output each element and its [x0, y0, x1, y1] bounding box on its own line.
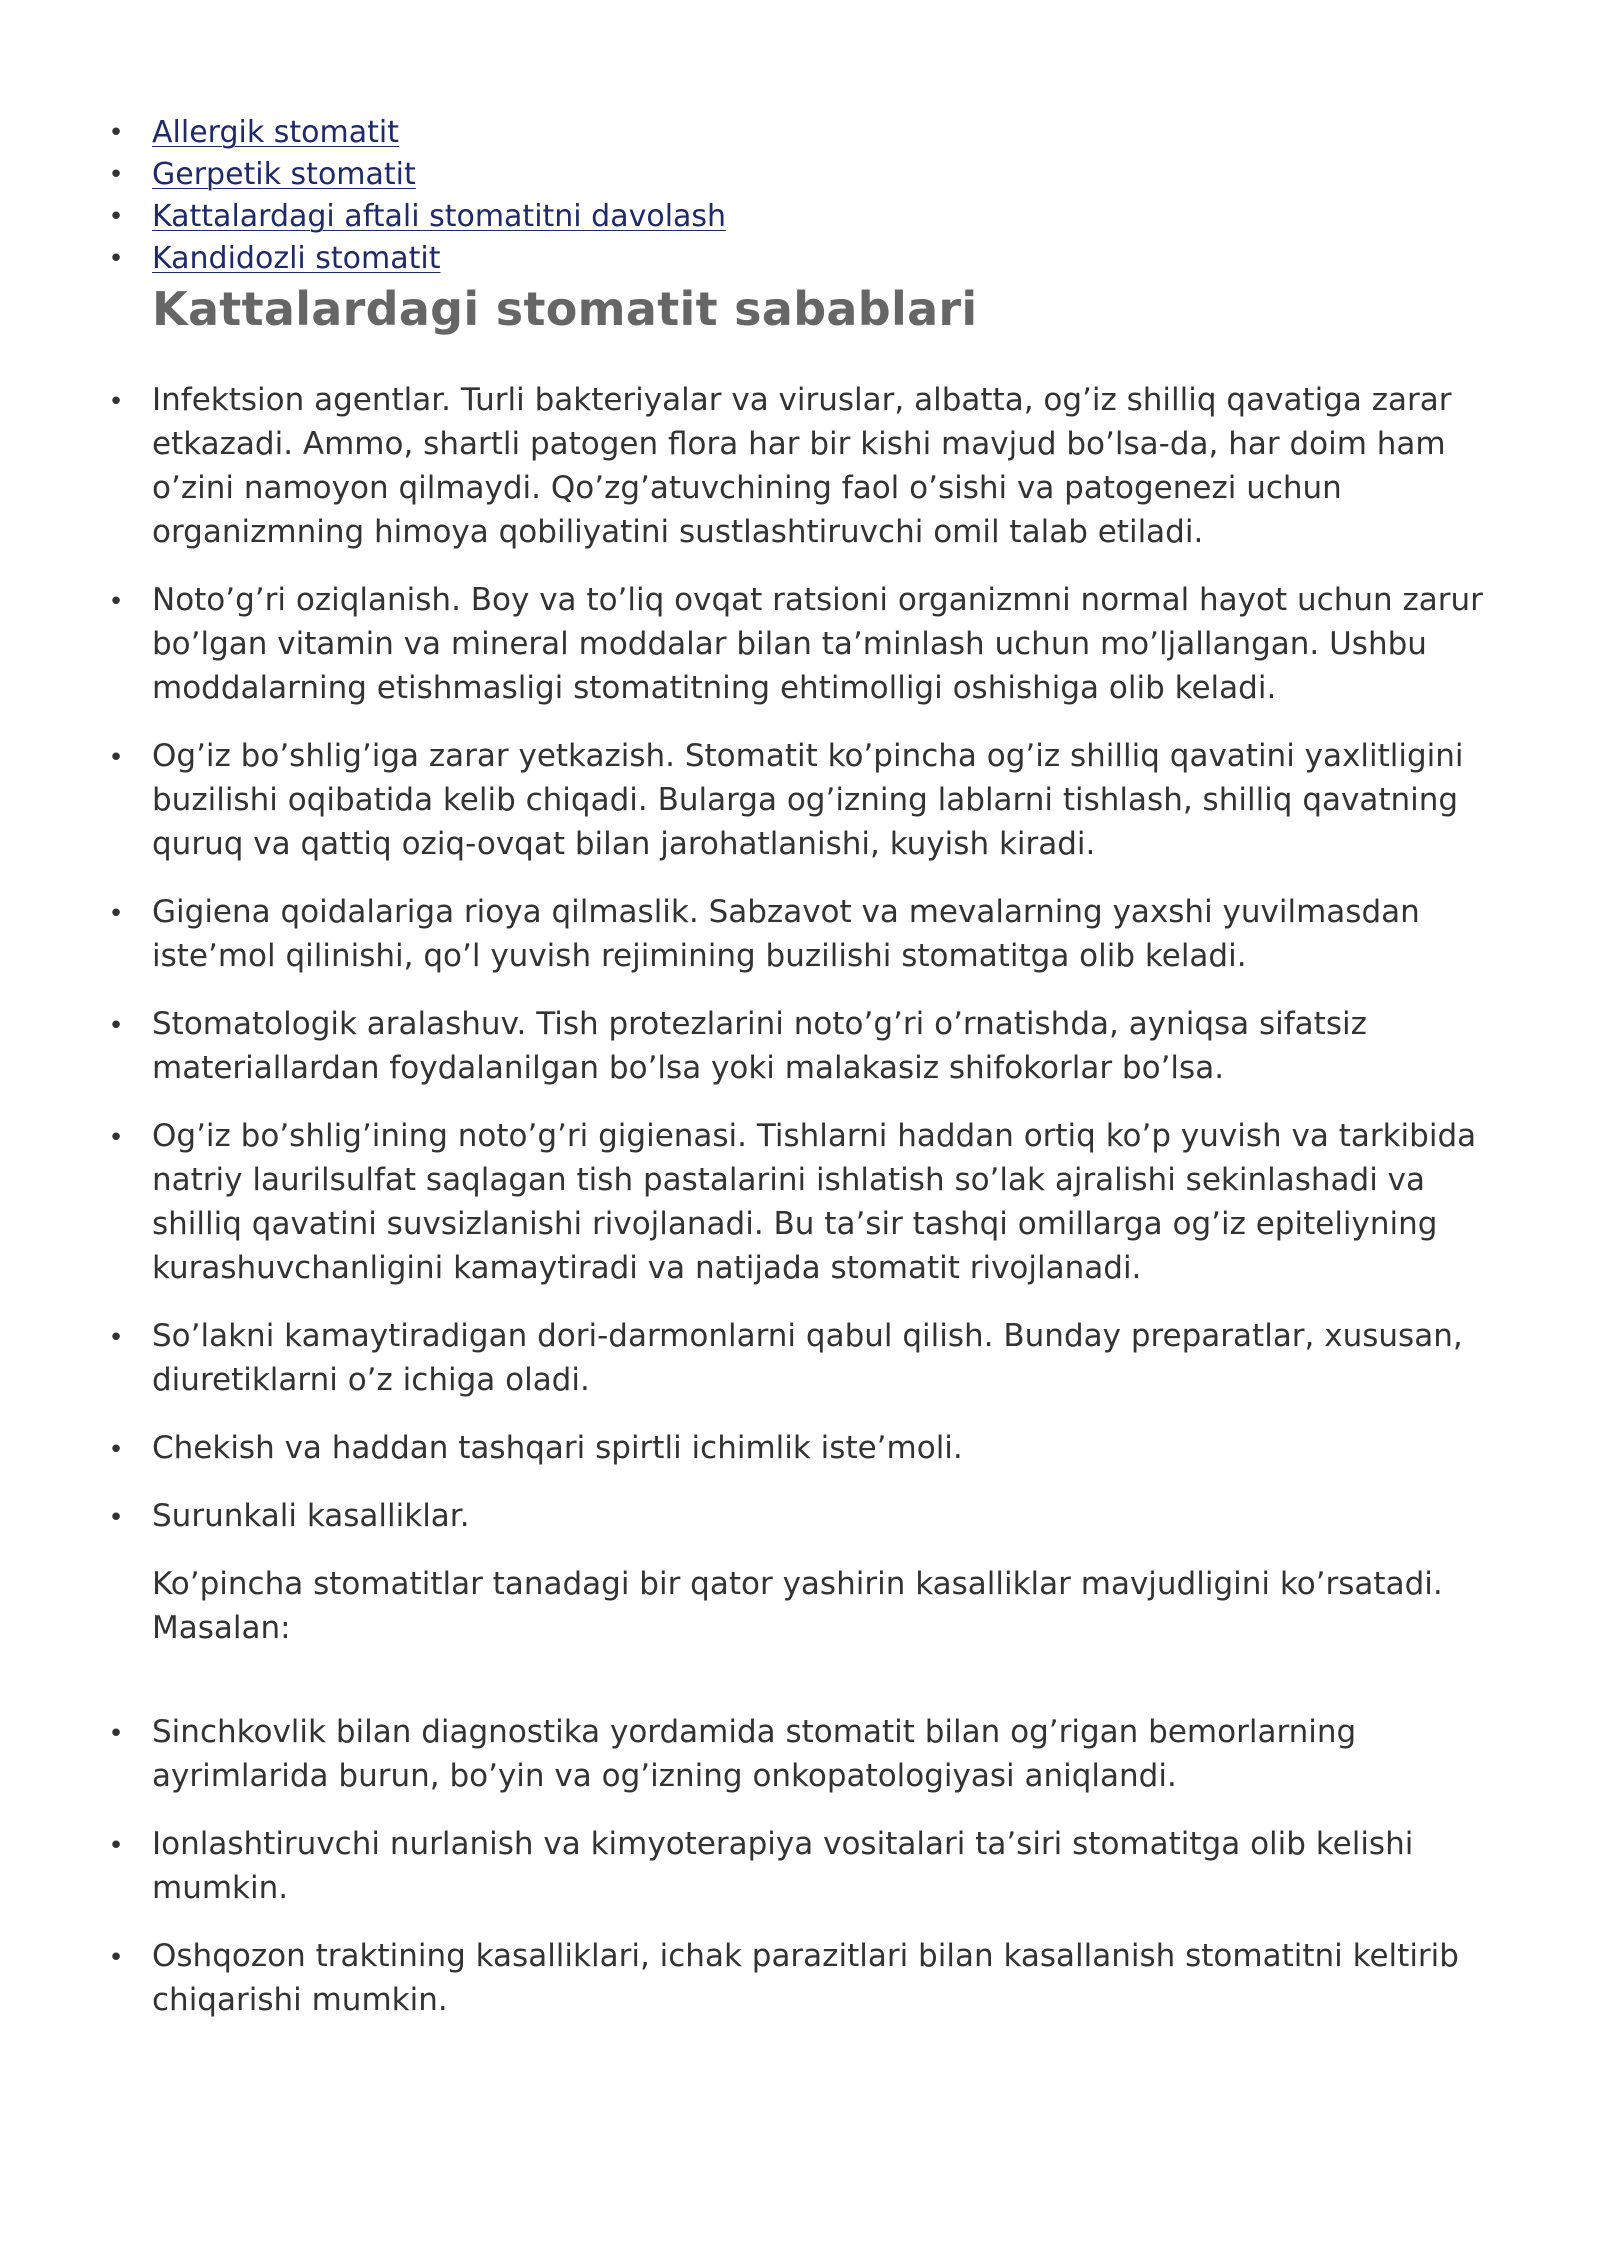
bullet: •	[108, 118, 124, 148]
cause-text: Chekish va haddan tashqari spirtli ichimlik iste’moli.	[152, 1430, 963, 1466]
bullet: •	[108, 160, 124, 190]
example-text: Ionlashtiruvchi nurlanish va kimyoterapiya vositalari ta’siri stomatitga olib kelishi mumkin.	[152, 1826, 1414, 1906]
list-item	[108, 890, 1492, 978]
list-item	[108, 1710, 1492, 1798]
link-gerpetik-stomatit[interactable]: Gerpetik stomatit	[152, 157, 416, 192]
bullet: •	[108, 743, 124, 773]
cause-text: Og’iz bo’shlig’iga zarar yetkazish. Stomatit ko’pincha og’iz shilliq qavatini yaxlitligini buzilishi oqibatida kelib chiqadi. Bularga og’izning lablarni tishlash, shilliq qavatning quruq va qattiq oziq-ovqat bilan jarohatlanishi, kuyish kiradi.	[152, 738, 1464, 862]
list-item	[108, 238, 1492, 280]
link-allergik-stomatit[interactable]: Allergik stomatit	[152, 115, 399, 150]
list-item	[108, 154, 1492, 196]
bullet: •	[108, 1719, 124, 1749]
bullet: •	[108, 1323, 124, 1353]
list-item	[108, 378, 1492, 554]
link-kandidozli-stomatit[interactable]: Kandidozli stomatit	[152, 241, 441, 276]
section-heading: Kattalardagi stomatit sabablari	[152, 282, 978, 336]
list-item	[108, 112, 1492, 154]
cause-text: Infektsion agentlar. Turli bakteriyalar va viruslar, albatta, og’iz shilliq qavatiga zarar etkazadi. Ammo, shartli patogen flora har bir kishi mavjud bo’lsa-da, har doim ham o’zini namoyon qilmaydi. Qo’zg’atuvchining faol o’sishi va patogenezi uchun organizmning himoya qobiliyatini sustlashtiruvchi omil talab etiladi.	[152, 382, 1452, 550]
related-links-list	[108, 112, 1492, 280]
bullet: •	[108, 202, 124, 232]
bullet: •	[108, 1011, 124, 1041]
bullet: •	[108, 1435, 124, 1465]
cause-text: Noto’g’ri oziqlanish. Boy va to’liq ovqat ratsioni organizmni normal hayot uchun zarur bo’lgan vitamin va mineral moddalar bilan ta’minlash uchun mo’ljallangan. Ushbu moddalarning etishmasligi stomatitning ehtimolligi oshishiga olib keladi.	[152, 582, 1483, 706]
cause-text: Stomatologik aralashuv. Tish protezlarini noto’g’ri o’rnatishda, ayniqsa sifatsiz materiallardan foydalanilgan bo’lsa yoki malakasiz shifokorlar bo’lsa.	[152, 1006, 1367, 1086]
bullet: •	[108, 1831, 124, 1861]
link-aftali-stomatit-davolash[interactable]: Kattalardagi aftali stomatitni davolash	[152, 199, 727, 234]
cause-text: Og’iz bo’shlig’ining noto’g’ri gigienasi. Tishlarni haddan ortiq ko’p yuvish va tarkibida natriy laurilsulfat saqlagan tish pastalarini ishlatish so’lak ajralishi sekinlashadi va shilliq qavatini suvsizlanishi rivojlanadi. Bu ta’sir tashqi omillarga og’iz epiteliyning kurashuvchanligini kamaytiradi va natijada stomatit rivojlanadi.	[152, 1118, 1477, 1286]
list-item	[108, 734, 1492, 866]
examples-list	[108, 1710, 1492, 2022]
list-item	[108, 1822, 1492, 1910]
list-item	[108, 1494, 1492, 1538]
cause-text: Gigiena qoidalariga rioya qilmaslik. Sabzavot va mevalarning yaxshi yuvilmasdan iste’mol qilinishi, qo’l yuvish rejimining buzilishi stomatitga olib keladi.	[152, 894, 1420, 974]
example-text: Oshqozon traktining kasalliklari, ichak parazitlari bilan kasallanish stomatitni keltirib chiqarishi mumkin.	[152, 1938, 1459, 2018]
cause-text: So’lakni kamaytiradigan dori-darmonlarni qabul qilish. Bunday preparatlar, xususan, diuretiklarni o’z ichiga oladi.	[152, 1318, 1463, 1398]
list-item	[108, 1002, 1492, 1090]
article-content	[108, 112, 1492, 2046]
bullet: •	[108, 1503, 124, 1533]
list-item	[108, 196, 1492, 238]
note-paragraph: Ko’pincha stomatitlar tanadagi bir qator yashirin kasalliklar mavjudligini ko’rsatadi. Masalan:	[152, 1566, 1443, 1646]
bullet: •	[108, 1123, 124, 1153]
list-item	[108, 1426, 1492, 1470]
example-text: Sinchkovlik bilan diagnostika yordamida stomatit bilan og’rigan bemorlarning ayrimlarida burun, bo’yin va og’izning onkopatologiyasi aniqlandi.	[152, 1714, 1357, 1794]
bullet: •	[108, 387, 124, 417]
list-item	[108, 1934, 1492, 2022]
list-item	[108, 578, 1492, 710]
list-item	[108, 1314, 1492, 1402]
bullet: •	[108, 899, 124, 929]
cause-text: Surunkali kasalliklar.	[152, 1498, 470, 1534]
causes-list	[108, 378, 1492, 1538]
bullet: •	[108, 244, 124, 274]
list-item	[108, 1114, 1492, 1290]
bullet: •	[108, 1943, 124, 1973]
bullet: •	[108, 587, 124, 617]
